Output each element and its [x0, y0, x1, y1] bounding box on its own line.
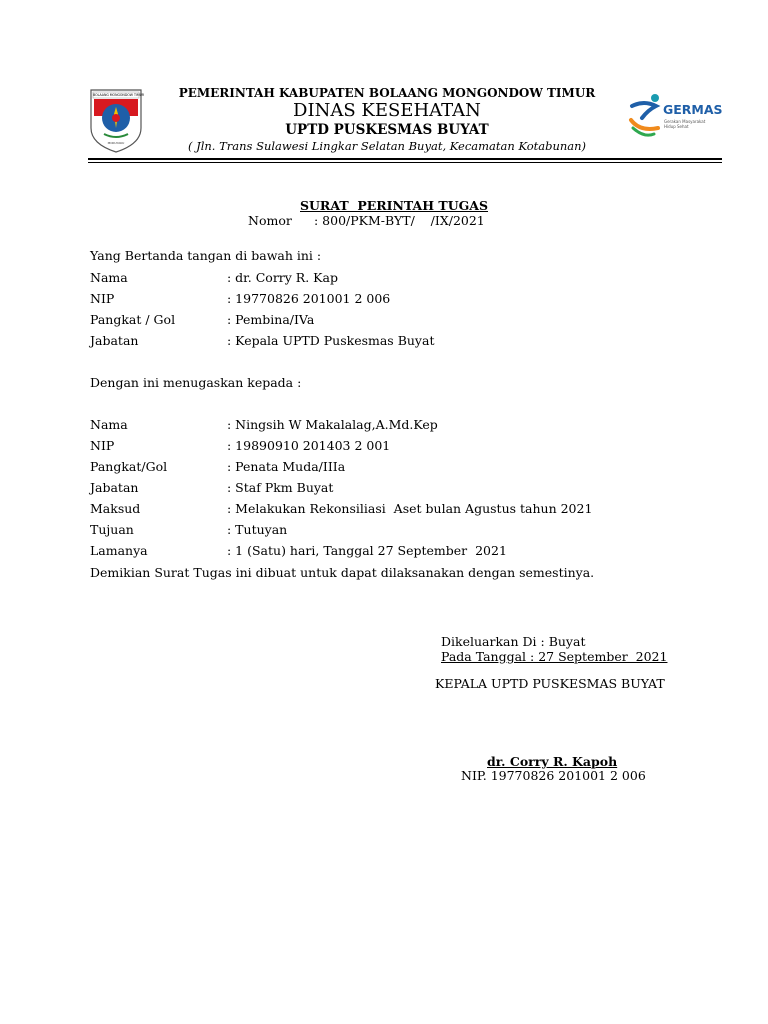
assignee-destination-label: Tujuan [90, 522, 134, 537]
assignee-rank-label: Pangkat/Gol [90, 459, 168, 474]
germas-title: GERMAS [663, 102, 723, 117]
crest-motto-text: MOKUYAKU [107, 141, 125, 145]
signer-position-value: : Kepala UPTD Puskesmas Buyat [227, 333, 435, 348]
assignee-name-label: Nama [90, 417, 128, 432]
assignee-purpose-label: Maksud [90, 501, 141, 516]
assignee-name-value: : Ningsih W Makalalag,A.Md.Kep [227, 417, 438, 432]
crest-top-text: BOLAANG MONGONDOW TIMUR [93, 93, 145, 97]
signer-position-label: Jabatan [90, 333, 139, 348]
header-department: DINAS KESEHATAN [293, 100, 481, 121]
assign-intro-text: Dengan ini menugaskan kepada : [90, 375, 302, 390]
germas-subtitle-2: Hidup Sehat [664, 124, 689, 129]
letter-title: SURAT PERINTAH TUGAS [300, 198, 489, 213]
assignee-destination-value: : Tutuyan [227, 522, 288, 537]
header-address: ( Jln. Trans Sulawesi Lingkar Selatan Buyat, Kecamatan Kotabunan) [187, 139, 587, 153]
signer-name-value: : dr. Corry R. Kap [227, 270, 338, 285]
assignee-purpose-value: : Melakukan Rekonsiliasi Aset bulan Agustus tahun 2021 [227, 501, 593, 516]
signer-nip-value: : 19770826 201001 2 006 [227, 291, 391, 306]
signer-name-label: Nama [90, 270, 128, 285]
assignee-position-value: : Staf Pkm Buyat [227, 480, 334, 495]
regency-crest-logo [88, 88, 144, 154]
intro-text: Yang Bertanda tangan di bawah ini : [90, 248, 322, 263]
signer-rank-label: Pangkat / Gol [90, 312, 176, 327]
assignee-duration-value: : 1 (Satu) hari, Tanggal 27 September 2021 [227, 543, 507, 558]
letter-number-label: Nomor [248, 213, 292, 228]
header-divider-thin [88, 162, 722, 163]
germas-subtitle-1: Gerakan Masyarakat [664, 119, 706, 124]
letter-number-value: : 800/PKM-BYT/ /IX/2021 [314, 213, 485, 228]
germas-logo [628, 92, 722, 140]
header-unit: UPTD PUSKESMAS BUYAT [285, 122, 489, 138]
signer-rank-value: : Pembina/IVa [227, 312, 315, 327]
header-government: PEMERINTAH KABUPATEN BOLAANG MONGONDOW TIMUR [178, 86, 596, 100]
signer-title: KEPALA UPTD PUSKESMAS BUYAT [435, 676, 665, 691]
signer-signature-nip: NIP. 19770826 201001 2 006 [461, 768, 646, 783]
assignee-rank-value: : Penata Muda/IIIa [227, 459, 346, 474]
closing-text: Demikian Surat Tugas ini dibuat untuk dapat dilaksanakan dengan semestinya. [90, 565, 595, 580]
signer-signature-name: dr. Corry R. Kapoh [487, 754, 618, 769]
assignee-nip-label: NIP [90, 438, 115, 453]
assignee-duration-label: Lamanya [90, 543, 148, 558]
issued-date: Pada Tanggal : 27 September 2021 [441, 649, 668, 664]
signer-nip-label: NIP [90, 291, 115, 306]
header-divider-thick [88, 158, 722, 160]
assignee-position-label: Jabatan [90, 480, 139, 495]
assignee-nip-value: : 19890910 201403 2 001 [227, 438, 391, 453]
issued-place: Dikeluarkan Di : Buyat [441, 634, 586, 649]
